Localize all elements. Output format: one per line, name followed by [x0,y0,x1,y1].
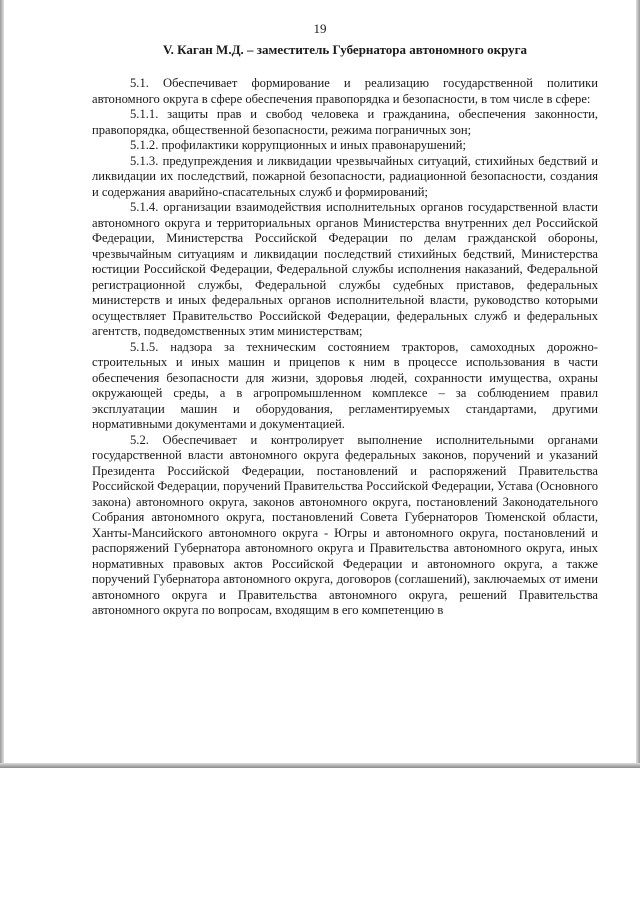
paragraph-5-1-2: 5.1.2. профилактики коррупционных и иных правонарушений; [130,138,467,152]
scan-edge-right [636,0,640,768]
section-heading: V. Каган М.Д. – заместитель Губернатора автономного округа [162,42,528,57]
page-number: 19 [313,21,327,36]
scan-edge-bottom [0,763,640,768]
scan-edge-left [0,0,4,768]
paragraph-5-2: 5.2. Обеспечивает и контролирует выполнение исполнительными органами государственной власти автономного округа федеральных законов, поручений и указаний Президента Российской Федерации, постановлений и распоряжений Правительства Российской Федерации, поручений Правительства Российской Федерации, Устава (Основного закона) автономного округа, законов автономного округа, постановлений Законодательного Собрания автономного округа, постановлений Совета Губернаторов Тюменской области, Ханты-Мансийского автономного округа - Югры и автономного округа, постановлений и распоряжений Губернатора автономного округа и Правительства автономного округа, иных нормативных правовых актов Российской Федерации и автономного округа, а также поручений Губернатора автономного округа, договоров (соглашений), заключаемых от имени автономного округа и Правительства автономного округа, решений Правительства автономного округа по вопросам, входящим в его компетенцию в [92,432,598,617]
paragraph-5-1-4: 5.1.4. организации взаимодействия исполнительных органов государственной власти автономного округа и территориальных органов Министерства внутренних дел Российской Федерации, Министерства Российской Федерации по делам гражданской обороны, чрезвычайным ситуациям и ликвидации последствий стихийных бедствий, Министерства юстиции Российской Федерации, Федеральной службы исполнения наказаний, Федеральной регистрационной службы, Федеральной службы судебных приставов, федеральных министерств и иных федеральных органов исполнительной власти, руководство которыми осуществляет Правительство Российской Федерации, федеральных служб и федеральных агентств, подведомственных этим министерствам; [92,200,598,338]
document-body [92,76,598,619]
paragraph-5-1-5: 5.1.5. надзора за техническим состоянием тракторов, самоходных дорожно-строительных и иных машин и прицепов к ним в процессе использования в части обеспечения безопасности для жизни, здоровья людей, сохранности имущества, охраны окружающей среды, а в агропромышленном комплексе – за соблюдением правил эксплуатации машин и оборудования, регламентируемых стандартами, другими нормативными документами и документацией. [92,339,598,431]
paragraph-5-1-1: 5.1.1. защиты прав и свобод человека и гражданина, обеспечения законности, правопорядка, общественной безопасности, режима пограничных зон; [92,107,598,137]
paragraph-5-1: 5.1. Обеспечивает формирование и реализацию государственной политики автономного округа в сфере обеспечения правопорядка и безопасности, в том числе в сфере: [92,76,598,106]
paragraph-5-1-3: 5.1.3. предупреждения и ликвидации чрезвычайных ситуаций, стихийных бедствий и ликвидации их последствий, пожарной безопасности, радиационной безопасности, создания и содержания аварийно-спасательных служб и формирований; [92,153,598,199]
